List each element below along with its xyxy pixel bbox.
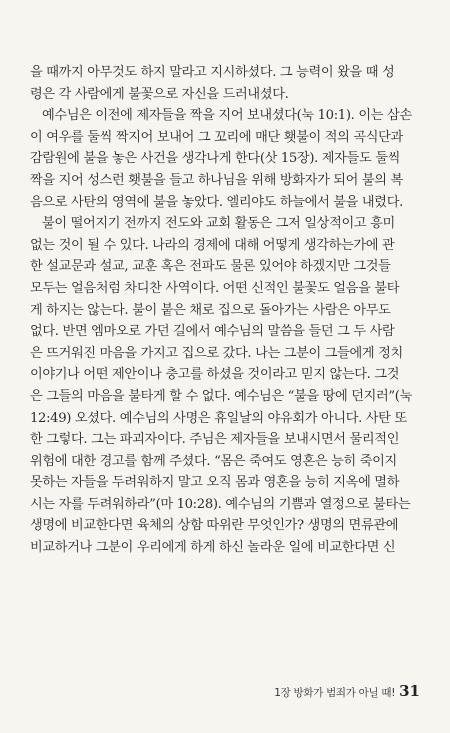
body-line: 령은 각 사람에게 불꽃으로 자신을 드러내셨다. <box>30 86 289 102</box>
page-footer <box>274 682 420 700</box>
page-number: 31 <box>399 682 420 700</box>
body-line: 불이 떨어지기 전까지 전도와 교회 활동은 그저 일상적이고 흥미 <box>42 216 395 232</box>
body-line: 음으로 사탄의 영역에 불을 놓았다. 엘리야도 하늘에서 불을 내렸다. <box>30 194 403 210</box>
body-line: 한 그렇다. 그는 파괴자이다. 주님은 제자들을 보내시면서 물리적인 <box>30 432 400 448</box>
body-line: 못하는 자들을 두려워하지 말고 오직 몸과 영혼을 능히 지옥에 멸하 <box>30 475 400 491</box>
page-body <box>30 62 422 559</box>
body-line: 위험에 대한 경고를 함께 주셨다. “몸은 죽여도 영혼은 능히 죽이지 <box>30 453 397 469</box>
body-line: 은 그들의 마음을 불타게 할 수 없다. 예수님은 “불을 땅에 던지러”(눅 <box>30 388 412 404</box>
body-line: 없다. 반면 엠마오로 가던 길에서 예수님의 말씀을 들던 그 두 사람 <box>30 324 395 340</box>
body-line: 을 때까지 아무것도 하지 말라고 지시하셨다. 그 능력이 왔을 때 성 <box>30 65 395 80</box>
body-line: 한 설교문과 설교, 교훈 혹은 전파도 물론 있어야 하겠지만 그것들 <box>30 259 391 275</box>
body-line: 12:49) 오셨다. 예수님의 사명은 휴일날의 야유회가 아니다. 사탄 또 <box>30 410 407 426</box>
body-line: 시는 자를 두려워하라”(마 10:28). 예수님의 기쁨과 열정으로 불타는 <box>30 496 411 512</box>
body-line: 게 하지는 않는다. 불이 붙은 채로 집으로 돌아가는 사람은 아무도 <box>30 302 391 318</box>
body-line: 예수님은 이전에 제자들을 짝을 지어 보내셨다(눅 10:1). 이는 삼손 <box>42 108 412 124</box>
body-line: 이야기나 어떤 제안이나 충고를 하셨을 것이라고 믿지 않는다. 그것 <box>30 367 400 383</box>
body-line: 없는 것이 될 수 있다. 나라의 경제에 대해 어떻게 생각하는가에 관 <box>30 237 395 253</box>
body-line: 이 여우를 둘씩 짝지어 보내어 그 꼬리에 매단 횃불이 적의 곡식단과 <box>30 129 403 145</box>
body-line: 짝을 지어 성스런 횃불을 들고 하나님을 위해 방화자가 되어 불의 복 <box>30 172 403 188</box>
body-line: 모두는 얼음처럼 차디찬 사역이다. 어떤 신적인 불꽃도 얼음을 불타 <box>30 280 400 296</box>
body-line: 비교하거나 그분이 우리에게 하게 하신 놀라운 일에 비교한다면 신 <box>30 540 396 556</box>
body-line: 생명에 비교한다면 육체의 상함 따위란 무엇인가? 생명의 면류관에 <box>30 518 399 534</box>
chapter-title: 1장 방화가 범죄가 아닐 때! <box>274 687 396 699</box>
body-line: 은 뜨거워진 마음을 가지고 집으로 갔다. 나는 그분이 그들에게 정치 <box>30 345 403 361</box>
body-line: 감람원에 불을 놓은 사건을 생각나게 한다(삿 15장). 제자들도 둘씩 <box>30 151 400 167</box>
